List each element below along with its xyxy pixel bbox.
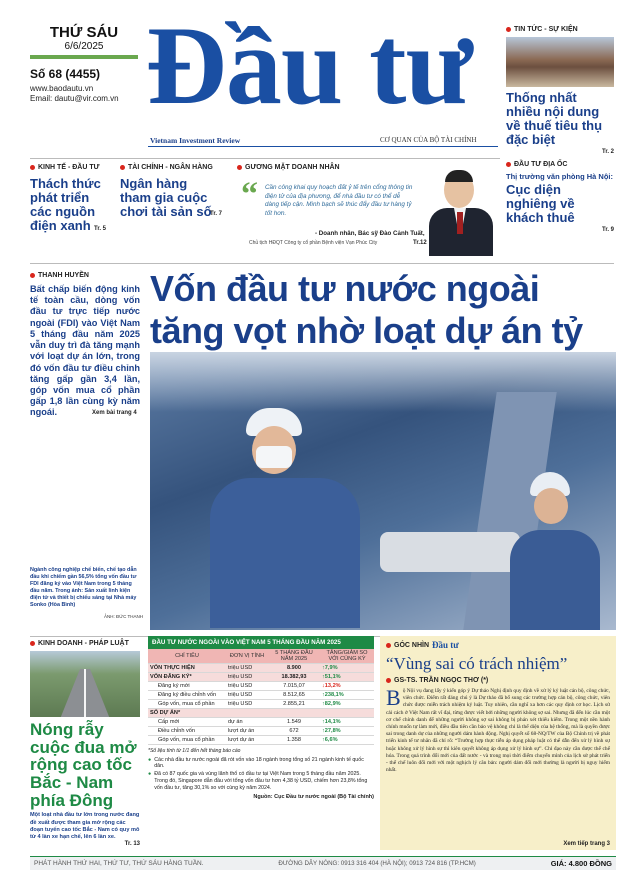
row-value: 8.900	[268, 664, 320, 673]
weekday: THỨ SÁU	[49, 24, 119, 41]
page-ref: Tr. 9	[601, 227, 614, 234]
quote-text: Cần công khai quy hoạch đất ỷ tế trên cổng thông tin điện tử của địa phương, để nhà đầu tư có thể dễ dàng tiếp cận. Minh bạch sẽ thúc đẩy đầu tư hàng tỷ tốt hơn.	[265, 184, 413, 217]
bullet-icon	[386, 643, 391, 648]
bullet-icon	[386, 678, 391, 683]
quote-mark-icon: “	[241, 176, 258, 213]
bullet-icon	[506, 27, 511, 32]
row-change: ↑51,1%	[320, 673, 374, 682]
row-value: 1.358	[268, 736, 320, 745]
footer-price: GIÁ: 4.800 ĐỒNG	[550, 859, 612, 868]
arrow-up-icon: ↑	[322, 674, 325, 680]
table-row	[148, 700, 374, 709]
issue-number: Số 68 (4455)	[30, 67, 101, 81]
row-change: ↑6,6%	[320, 736, 374, 745]
row-name: Cấp mới	[148, 718, 226, 727]
bullet-icon	[30, 641, 35, 646]
table-bullet: ● Đã có 87 quốc gia và vùng lãnh thổ có đầu tư tại Việt Nam trong 5 tháng đầu năm 2025. Trong đó, Singapore dẫn đầu với tổng vốn đầu tư hơn 4,38 tỷ USD, chiếm hơn 23,8% tổng vốn đầu tư, tăng 30,1% so với cùng kỳ năm 2024.	[148, 771, 368, 791]
masthead-date-box	[30, 24, 138, 103]
opinion-box	[380, 636, 616, 850]
table-header: CHỈ TIÊU	[148, 649, 226, 664]
opinion-author: GS-TS. TRẦN NGỌC THƠ (*)	[386, 677, 610, 684]
row-name: Góp vốn, mua cổ phần	[148, 700, 226, 709]
section-label: KINH DOANH - PHÁP LUẬT	[30, 640, 140, 647]
lead-body: Bất chấp biến động kinh tế toàn cầu, dòng vốn đầu tư trực tiếp nước ngoài (FDI) vào Việt Nam 5 tháng đầu năm 2025 vẫn duy trì đà tăng mạnh với loạt dự án lớn, trong đó vốn đầu tư điều chỉnh tăng gấp gần 3,4 lần, góp vốn mua cổ phần gấp 1,8 lần cùng kỳ năm ngoái.	[30, 284, 140, 418]
photo-credit: ẢNH: ĐỨC THANH	[104, 614, 144, 619]
right-top-column	[506, 26, 614, 233]
bullet-icon	[506, 162, 511, 167]
table-row	[148, 673, 374, 682]
page-ref: Tr. 7	[210, 211, 223, 217]
section-label: GÓC NHÌN Đầu tư	[386, 640, 610, 650]
page-ref: Tr. 13	[124, 841, 140, 848]
row-name: Điều chỉnh vốn	[148, 727, 226, 736]
highway-photo	[30, 651, 140, 717]
newspaper-title: Đầu tư	[146, 4, 472, 128]
email[interactable]: Email: dautu@vir.com.vn	[30, 94, 119, 103]
table-row	[148, 736, 374, 745]
arrow-up-icon: ↑	[322, 737, 325, 743]
section-label: GƯƠNG MẶT DOANH NHÂN	[237, 164, 499, 171]
row-change: ↑27,8%	[320, 727, 374, 736]
quote-role: Chủ tịch HĐQT Công ty cổ phần Bệnh viện Vạn Phúc City	[249, 240, 378, 246]
row-name: SỐ DỰ ÁN*	[148, 709, 226, 718]
bullet-icon	[237, 165, 242, 170]
row-change: ↑238,1%	[320, 691, 374, 700]
row-value: 1.549	[268, 718, 320, 727]
kicker: Thị trường văn phòng Hà Nội:	[506, 172, 614, 182]
lead-byline: THANH HUYỀN	[30, 272, 89, 279]
bullet-icon	[30, 273, 35, 278]
page-ref: Tr.12	[413, 240, 427, 246]
table-header: ĐƠN VỊ TÍNH	[226, 649, 268, 664]
row-value: 18.382,93	[268, 673, 320, 682]
row-unit: triệu USD	[226, 700, 268, 709]
teaser-headline[interactable]: Thách thức phát triển các nguồn điện xanh	[30, 176, 101, 234]
row-unit	[226, 709, 268, 718]
newspaper-subtitle: Vietnam Investment Review	[150, 136, 241, 145]
headline-special-tax[interactable]: Thống nhất nhiều nội dung về thuế tiêu thụ đặc biệt	[506, 90, 603, 148]
row-change: ↑7,9%	[320, 664, 374, 673]
table-row	[148, 718, 374, 727]
section-label: TÀI CHÍNH - NGÂN HÀNG	[120, 164, 230, 171]
arrow-up-icon: ↑	[322, 692, 325, 698]
section-label: TIN TỨC - SỰ KIỆN	[506, 26, 614, 33]
row-change: ↑82,9%	[320, 700, 374, 709]
photo-caption: Ngành công nghiệp chế biến, chế tạo dẫn đầu khi chiếm gần 56,5% tổng vốn đầu tư FDI đăng ký vào Việt Nam trong 5 tháng đầu năm. Trong ảnh: Sản xuất linh kiện điện tử và thiết bị chiếu sáng tại Nhà máy Sonko (Hòa Bình)	[30, 567, 137, 609]
row-value: 8.512,65	[268, 691, 320, 700]
table-bullet: ● Các nhà đầu tư nước ngoài đã rót vốn vào 18 ngành trong tổng số 21 ngành kinh tế quốc dân.	[148, 757, 364, 769]
opinion-body	[386, 688, 610, 830]
fdi-table-title: ĐẦU TƯ NƯỚC NGOÀI VÀO VIỆT NAM 5 THÁNG ĐẦU NĂM 2025	[148, 636, 374, 649]
quote-author: - Doanh nhân, Bác sỹ Đào Cảnh Tuất,	[315, 230, 425, 237]
table-row	[148, 709, 374, 718]
highway-headline[interactable]: Nóng rẫy cuộc đua mở rộng cao tốc Bắc - Nam phía Đông	[30, 720, 137, 810]
arrow-down-icon: ↓	[322, 683, 325, 689]
footer-bar	[30, 856, 616, 870]
row-value: 7.015,07	[268, 682, 320, 691]
row-name: VỐN ĐĂNG KÝ*	[148, 673, 226, 682]
teaser-green-power[interactable]	[30, 164, 115, 233]
factory-photo	[150, 352, 616, 630]
teaser-digital-assets[interactable]	[120, 164, 230, 219]
table-source: Nguồn: Cục Đầu tư nước ngoài (Bộ Tài chính)	[253, 793, 374, 800]
arrow-up-icon: ↑	[322, 719, 325, 725]
arrow-up-icon: ↑	[322, 665, 325, 671]
website[interactable]: www.baodautu.vn	[30, 84, 94, 93]
highway-summary: Một loạt nhà đầu tư lớn trong nước đang đề xuất được tham gia mở rộng các đoạn tuyến cao tốc Bắc - Nam có quy mô từ 4 làn xe hạn chế, lên 6 làn xe.	[30, 812, 140, 841]
headline-office-market[interactable]: Cục diện nghiêng về khách thuê	[506, 182, 575, 226]
table-row	[148, 682, 374, 691]
page-ref: Tr. 5	[94, 226, 107, 232]
row-name: Đăng ký điều chỉnh vốn	[148, 691, 226, 700]
fdi-table-box	[148, 636, 374, 800]
row-unit: triệu USD	[226, 673, 268, 682]
arrow-up-icon: ↑	[322, 701, 325, 707]
row-unit: lượt dự án	[226, 727, 268, 736]
agency: CƠ QUAN CỦA BỘ TÀI CHÍNH	[380, 136, 477, 144]
row-unit: dự án	[226, 718, 268, 727]
row-value: 672	[268, 727, 320, 736]
section-label: ĐẦU TƯ ĐỊA ỐC	[506, 161, 614, 168]
row-name: VỐN THỰC HIỆN	[148, 664, 226, 673]
row-unit: lượt dự án	[226, 736, 268, 745]
row-change: ↓13,2%	[320, 682, 374, 691]
footer-hotline: ĐƯỜNG DÂY NÓNG: 0913 316 404 (HÀ NỘI); 0913 724 816 (TP.HCM)	[278, 860, 476, 867]
table-row	[148, 664, 374, 673]
page-ref: Tr. 2	[601, 149, 614, 156]
businessman-portrait	[425, 170, 497, 256]
row-value: 2.855,21	[268, 700, 320, 709]
fdi-table	[148, 649, 374, 745]
row-value	[268, 709, 320, 718]
read-more[interactable]: Xem tiếp trang 3	[563, 841, 610, 847]
lead-headline[interactable]: Vốn đầu tư nước ngoài tăng vọt nhờ loạt dự án tỷ	[150, 268, 583, 351]
table-header: TĂNG/GIẢM SO VỚI CÙNG KỲ	[320, 649, 374, 664]
row-name: Góp vốn, mua cổ phần	[148, 736, 226, 745]
opinion-headline[interactable]: “Vùng sai có trách nhiệm”	[386, 654, 568, 673]
table-row	[148, 691, 374, 700]
read-more[interactable]: Xem bài trang 4	[92, 410, 137, 416]
meeting-photo	[506, 37, 614, 87]
highway-article[interactable]	[30, 640, 140, 847]
drop-cap: B	[386, 688, 401, 710]
row-unit: triệu USD	[226, 664, 268, 673]
table-header: 5 THÁNG ĐẦU NĂM 2025	[268, 649, 320, 664]
row-change	[320, 709, 374, 718]
row-unit: triệu USD	[226, 691, 268, 700]
section-label: KINH TẾ - ĐẦU TƯ	[30, 164, 115, 171]
bullet-icon	[30, 165, 35, 170]
opinion-body-text: ộ Nội vụ đang lấy ý kiến góp ý Dự thảo Nghị định quy định về xử lý kỷ luật cán bộ, công chức, viên chức. Điểm rất đáng chú ý là Dự thảo đã bổ sung các trường hợp cán bộ, công chức, viên chức được miễn trách nhiệm kỷ luật. Tuy nhiên, cần nghĩ xa hơn các quy định cơ học. Lịch sử cải cách ở Việt Nam rất vĩ đại, từng được viết bởi những người không sợ sai. Nhưng đã đến lúc cần một cơ chế chính danh để những người không sợ sai không bị phán xét thiếu kiểm. Trong một nền hành chính muốn tự làm mới, điều đầu tiên cần bảo vệ không chỉ là thể diện của hệ thống, mà là quyền được sai trong danh dự của những người dám hành động. Nghị quyết số 68-NQ/TW của Bộ Chính trị về phát triển kinh tế tư nhân đã chỉ rõ: “Trường hợp thực tiễn áp dụng pháp luật có thể dẫn đến xử lý hình sự hoặc không xử lý hình sự thì kiên quyết không áp dụng xử lý hình sự”. Chỉ đạo này cần được thể chế hóa. Trong quá trình đổi mới của đất nước - và trong mọi thời điểm chuyển mình của lịch sử phát triển - thể chế luôn đổi mới với một nghịch lý căn bản: người dám đổi mới thường là người bị nguy hiểm nhất.	[386, 688, 610, 774]
table-row	[148, 727, 374, 736]
row-name: Đăng ký mới	[148, 682, 226, 691]
teaser-headline[interactable]: Ngân hàng tham gia cuộc chơi tài sản số	[120, 176, 212, 220]
row-change: ↑14,1%	[320, 718, 374, 727]
row-unit: triệu USD	[226, 682, 268, 691]
bullet-icon	[120, 165, 125, 170]
arrow-up-icon: ↑	[322, 728, 325, 734]
date: 6/6/2025	[64, 41, 104, 52]
businessman-box	[237, 164, 499, 258]
table-note: *Số liệu tính từ 1/1 đến hết tháng báo cáo	[148, 748, 241, 754]
footer-schedule: PHÁT HÀNH THỨ HAI, THỨ TƯ, THỨ SÁU HÀNG TUẦN.	[34, 860, 204, 867]
